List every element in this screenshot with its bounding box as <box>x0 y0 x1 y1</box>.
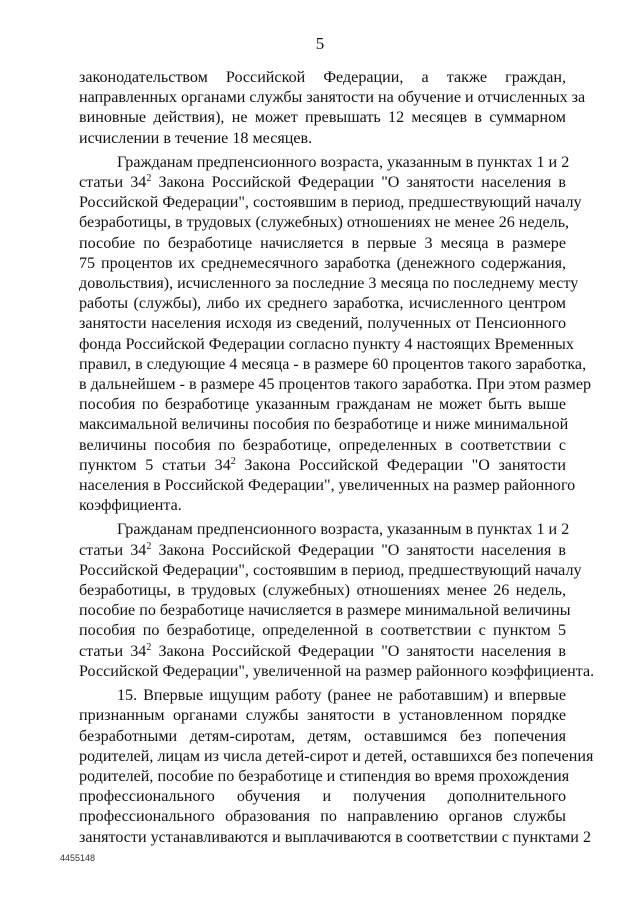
text-line <box>79 456 566 476</box>
text-line: занятости устанавливаются и выплачиваются в соответствии с пунктами 2 <box>79 828 591 846</box>
paragraph-4 <box>79 686 594 848</box>
document-id: 4455148 <box>60 853 96 863</box>
text-line: правил, в следующие 4 месяца - в размере 60 процентов такого заработка, <box>79 355 587 373</box>
text-line: населения в Российской Федерации", увеличенных на размер районного <box>79 477 576 495</box>
text-line <box>79 642 566 662</box>
text-line: 15. Впервые ищущим работу (ранее не работавшим) и впервые <box>117 687 566 705</box>
text-line: родителей, пособие по безработице и стипендия во время прохождения <box>79 767 570 785</box>
text-line: виновные действия), не может превышать 12 месяцев в суммарном <box>79 109 566 127</box>
text-fragment: Закона Российской Федерации "О занятости населения в <box>158 541 567 559</box>
paragraph-1 <box>79 68 586 149</box>
text-line: 75 процентов их среднемесячного заработка (денежного содержания, <box>79 254 566 272</box>
text-line: занятости населения исходя из сведений, полученных от Пенсионного <box>79 315 566 333</box>
text-line: признанным органами службы занятости в установленном порядке <box>79 707 566 725</box>
article-ref: статьи 34 <box>161 456 231 474</box>
text-line: величины пособия по безработице, определенных в соответствии с <box>79 436 566 454</box>
text-line: в дальнейшем - в размере 45 процентов такого заработка. При этом размер <box>79 376 592 394</box>
text-line <box>79 173 566 193</box>
text-line: профессионального обучения и получения дополнительного <box>79 788 566 806</box>
text-line: Российской Федерации", увеличенной на размер районного коэффициента. <box>79 662 595 680</box>
paragraph-2 <box>79 153 592 517</box>
document-body <box>79 68 595 848</box>
text-line: исчислении в течение 18 месяцев. <box>79 129 313 147</box>
superscript: 2 <box>146 641 152 653</box>
text-line: коэффициента. <box>79 497 182 515</box>
text-fragment: Закона Российской Федерации "О занятости населения в <box>158 642 567 660</box>
article-ref: статьи 34 <box>79 541 147 559</box>
point-ref: пунктом 5 <box>79 456 154 474</box>
text-line: пособие по безработице начисляется в размере минимальной величины <box>79 602 571 620</box>
text-line: Российской Федерации", состоявшим в период, предшествующий началу <box>79 194 582 212</box>
article-ref: статьи 34 <box>79 174 147 192</box>
text-line: работы (службы), либо их среднего заработка, исчисленного центром <box>79 295 566 313</box>
text-line: Гражданам предпенсионного возраста, указанным в пунктах 1 и 2 <box>117 153 570 171</box>
text-line: родителей, лицам из числа детей-сирот и детей, оставшихся без попечения <box>79 747 594 765</box>
text-line: безработицы, в трудовых (служебных) отношениях менее 26 недель, <box>79 582 566 600</box>
text-fragment: Закона Российской Федерации "О занятости <box>244 456 567 474</box>
text-line <box>79 541 566 561</box>
text-line: максимальной величины пособия по безработице и ниже минимальной <box>79 416 569 434</box>
text-line: Гражданам предпенсионного возраста, указанным в пунктах 1 и 2 <box>117 521 570 539</box>
text-line: направленных органами службы занятости на обучение и отчисленных за <box>79 89 586 107</box>
paragraph-3 <box>79 520 595 682</box>
text-line: безработными детям-сиротам, детям, оставшимся без попечения <box>79 727 566 745</box>
superscript: 2 <box>146 173 152 185</box>
superscript: 2 <box>146 540 152 552</box>
text-line: Российской Федерации", состоявшим в период, предшествующий началу <box>79 561 582 579</box>
text-line: пособия по безработице, определенной в соответствии с пунктом 5 <box>79 622 566 640</box>
page-number: 5 <box>315 34 325 53</box>
text-line: пособие по безработице начисляется в первые 3 месяца в размере <box>79 234 566 252</box>
superscript: 2 <box>230 455 236 467</box>
article-ref: статьи 34 <box>79 642 147 660</box>
text-line: безработицы, в трудовых (служебных) отношениях не менее 26 недель, <box>79 214 570 232</box>
text-line: фонда Российской Федерации согласно пункту 4 настоящих Временных <box>79 335 574 353</box>
text-line: законодательством Российской Федерации, а также граждан, <box>79 69 566 86</box>
text-line: профессионального образования по направлению органов службы <box>79 808 566 826</box>
text-line: пособия по безработице указанным гражданам не может быть выше <box>79 396 566 414</box>
text-fragment: Закона Российской Федерации "О занятости населения в <box>158 174 567 192</box>
text-line: довольствия), исчисленного за последние 3 месяца по последнему месту <box>79 275 579 293</box>
